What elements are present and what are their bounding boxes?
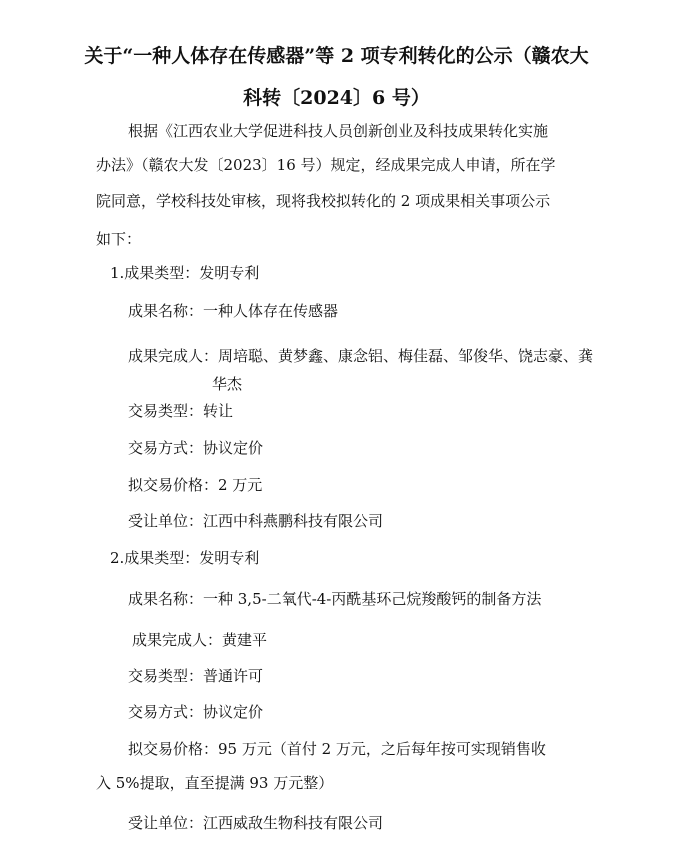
item2-trade-method: 交易方式：协议定价	[128, 703, 264, 721]
item2-price-line-1: 拟交易价格：95 万元（首付 2 万元，之后每年按可实现销售收	[128, 740, 546, 758]
item1-assignee: 受让单位：江西中科燕鹏科技有限公司	[128, 512, 384, 530]
item1-trade-type: 交易类型：转让	[128, 402, 234, 420]
item1-name: 成果名称：一种人体存在传感器	[128, 302, 339, 320]
intro-line-3: 院同意，学校科技处审核，现将我校拟转化的 2 项成果相关事项公示	[96, 192, 551, 210]
item1-type: 1.成果类型：发明专利	[110, 264, 260, 282]
title-line-1: 关于“一种人体存在传感器”等 2 项专利转化的公示（赣农大	[84, 45, 589, 67]
item1-trade-method: 交易方式：协议定价	[128, 439, 264, 457]
intro-line-2: 办法》（赣农大发〔2023〕16 号）规定，经成果完成人申请，所在学	[96, 156, 556, 174]
item1-inventors-line-1: 成果完成人：周培聪、黄梦鑫、康念铝、梅佳磊、邹俊华、饶志豪、龚	[128, 347, 594, 365]
item2-trade-type: 交易类型：普通许可	[128, 667, 264, 685]
item1-inventors-line-2: 华杰	[212, 375, 243, 393]
item2-assignee: 受让单位：江西威敌生物科技有限公司	[128, 814, 384, 832]
item2-name: 成果名称：一种 3,5-二氧代-4-丙酰基环己烷羧酸钙的制备方法	[128, 590, 542, 608]
intro-line-1: 根据《江西农业大学促进科技人员创新创业及科技成果转化实施	[128, 122, 549, 140]
item1-price: 拟交易价格：2 万元	[128, 476, 263, 494]
item2-price-line-2: 入 5%提取，直至提满 93 万元整）	[96, 774, 334, 792]
item2-inventors: 成果完成人：黄建平	[132, 631, 268, 649]
item2-type: 2.成果类型：发明专利	[110, 549, 260, 567]
intro-line-4: 如下：	[96, 230, 142, 248]
title-line-2: 科转〔2024〕6 号）	[243, 87, 430, 109]
